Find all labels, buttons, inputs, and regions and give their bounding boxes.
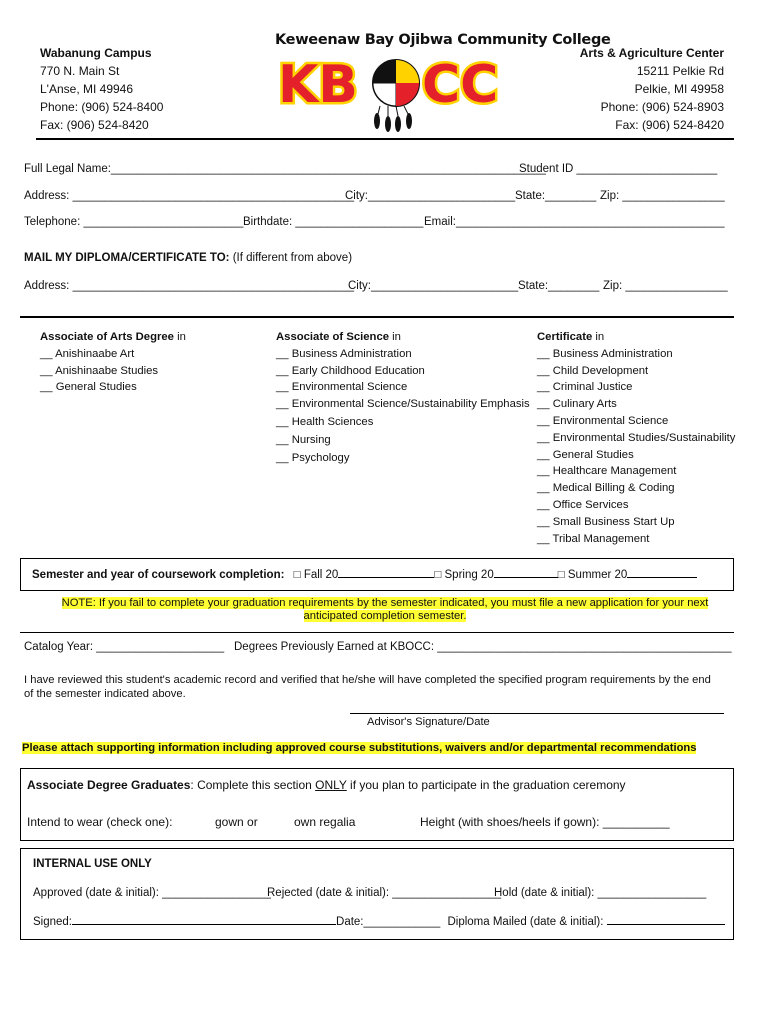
left-street: 770 N. Main St [40, 64, 120, 78]
certificate-item[interactable]: __ Medical Billing & Coding [537, 482, 675, 495]
medicine-wheel-icon [373, 60, 419, 106]
certificate-heading: Certificate [537, 331, 593, 343]
address-field[interactable]: Address: ____________________________________________ [24, 190, 354, 202]
advisor-signature-label: Advisor's Signature/Date [367, 716, 490, 728]
arts-degree-column [40, 329, 186, 396]
mail-to-heading [24, 252, 352, 264]
right-city: Pelkie, MI 49958 [634, 82, 724, 96]
attach-note-text: Please attach supporting information including approved course substitutions, waivers and/or departmental recommendations [22, 742, 697, 754]
science-heading: Associate of Science [276, 331, 390, 343]
logo-graphic [270, 28, 510, 138]
note-line-2: anticipated completion semester. [303, 610, 467, 622]
left-campus-name: Wabanung Campus [40, 46, 152, 60]
graduates-only: ONLY [315, 778, 347, 792]
hold-field[interactable]: Hold (date & initial): _________________ [494, 887, 707, 899]
gown-option[interactable]: gown or [215, 815, 258, 829]
science-item[interactable]: __ Health Sciences [276, 415, 374, 428]
advisor-statement [24, 673, 711, 701]
arts-item[interactable]: __ Anishinaabe Studies [40, 364, 159, 377]
header-divider [36, 138, 734, 140]
logo-college-name: Keweenaw Bay Ojibwa Community College [275, 32, 611, 48]
mail-city-field[interactable]: City:_______________________ [348, 280, 519, 292]
email-field[interactable]: Email:__________________________________________ [424, 216, 725, 228]
wear-label: Intend to wear (check one): [27, 815, 173, 829]
completion-note [0, 597, 770, 623]
logo-acronym-right: CC [422, 55, 499, 115]
student-id-field[interactable]: Student ID ______________________ [519, 163, 718, 175]
certificate-item[interactable]: __ Child Development [537, 364, 649, 377]
arts-heading: Associate of Arts Degree [40, 331, 174, 343]
right-street: 15211 Pelkie Rd [636, 64, 724, 78]
summer-checkbox[interactable]: □ [557, 569, 565, 581]
programs-divider [20, 316, 734, 318]
certificate-item[interactable]: __ Small Business Start Up [537, 515, 675, 528]
advisor-statement-line-2: of the semester indicated above. [24, 688, 186, 700]
birthdate-field[interactable]: Birthdate: ____________________ [243, 216, 424, 228]
certificate-item[interactable]: __ Environmental Science [537, 414, 669, 427]
mail-state-field[interactable]: State:________ [518, 280, 600, 292]
certificate-column [537, 329, 735, 547]
fall-checkbox[interactable]: □ [293, 569, 301, 581]
certificate-item[interactable]: __ Criminal Justice [537, 381, 633, 394]
right-fax: Fax: (906) 524-8420 [615, 118, 724, 132]
fall-label: Fall 20 [303, 569, 339, 581]
internal-heading: INTERNAL USE ONLY [33, 858, 152, 870]
arts-item[interactable]: __ General Studies [40, 381, 137, 394]
approved-field[interactable]: Approved (date & initial): _________________ [33, 887, 271, 899]
catalog-year-field[interactable]: Catalog Year: ____________________ [24, 641, 225, 653]
zip-field[interactable]: Zip: ________________ [600, 190, 725, 202]
science-degree-column [276, 329, 530, 467]
certificate-item[interactable]: __ Office Services [537, 498, 629, 511]
right-campus-address [580, 44, 724, 134]
certificate-item[interactable]: __ General Studies [537, 448, 634, 461]
arts-item[interactable]: __ Anishinaabe Art [40, 347, 135, 360]
degrees-earned-field[interactable]: Degrees Previously Earned at KBOCC: ______________________________________________ [234, 641, 732, 653]
right-campus-name: Arts & Agriculture Center [579, 46, 724, 60]
science-item[interactable]: __ Environmental Science/Sustainability Emphasis [276, 398, 530, 411]
note-divider [20, 632, 734, 633]
graduates-text-pre: : Complete this section [190, 778, 316, 792]
feathers-icon [374, 106, 412, 132]
right-phone: Phone: (906) 524-8903 [600, 100, 724, 114]
mail-to-note: (If different from above) [232, 252, 353, 264]
mailed-label: Diploma Mailed (date & initial): [447, 916, 604, 928]
summer-label: Summer 20 [567, 569, 628, 581]
spring-label: Spring 20 [444, 569, 494, 581]
rejected-field[interactable]: Rejected (date & initial): _________________ [267, 887, 502, 899]
regalia-option[interactable]: own regalia [294, 815, 356, 829]
science-item[interactable]: __ Business Administration [276, 347, 412, 360]
state-field[interactable]: State:________ [515, 190, 597, 202]
spring-year-field[interactable] [494, 568, 558, 578]
full-name-field[interactable]: Full Legal Name:____________________________________________________________________ [24, 163, 546, 175]
science-item[interactable]: __ Early Childhood Education [276, 364, 425, 377]
kbocc-logo [270, 28, 611, 138]
mail-zip-field[interactable]: Zip: ________________ [603, 280, 728, 292]
fall-year-field[interactable] [338, 568, 434, 578]
completion-label: Semester and year of coursework completion: [32, 569, 285, 581]
certificate-item[interactable]: __ Healthcare Management [537, 465, 677, 478]
attach-note [22, 742, 696, 754]
mail-to-title: MAIL MY DIPLOMA/CERTIFICATE TO: [24, 252, 230, 264]
science-item[interactable]: __ Environmental Science [276, 381, 408, 394]
full-name-row [24, 163, 546, 175]
spring-checkbox[interactable]: □ [434, 569, 442, 581]
signed-label: Signed: [33, 916, 73, 928]
logo-acronym-left: KB [278, 55, 358, 115]
summer-year-field[interactable] [627, 568, 697, 578]
city-field[interactable]: City:_______________________ [345, 190, 516, 202]
science-item[interactable]: __ Nursing [276, 433, 331, 446]
certificate-in: in [595, 331, 605, 343]
certificate-item[interactable]: __ Tribal Management [537, 532, 650, 545]
completion-row [32, 568, 697, 581]
certificate-item[interactable]: __ Environmental Studies/Sustainability [537, 431, 736, 444]
certificate-item[interactable]: __ Culinary Arts [537, 398, 617, 411]
graduates-title: Associate Degree Graduates [27, 778, 191, 792]
mail-address-field[interactable]: Address: ____________________________________________ [24, 280, 354, 292]
date-label: Date: [336, 916, 364, 928]
signed-row [33, 915, 725, 928]
signed-field[interactable] [72, 915, 336, 925]
note-line-1: NOTE: If you fail to complete your graduation requirements by the semester indicated, you must file a new application for your next [61, 597, 709, 609]
left-city: L'Anse, MI 49946 [40, 82, 134, 96]
arts-in: in [177, 331, 186, 343]
mailed-field[interactable] [607, 915, 725, 925]
science-in: in [392, 331, 401, 343]
advisor-statement-line-1: I have reviewed this student's academic record and verified that he/she will have completed the specified program requirements by the end [24, 674, 711, 686]
graduates-heading [27, 778, 626, 792]
telephone-field[interactable]: Telephone: _________________________ [24, 216, 244, 228]
certificate-item[interactable]: __ Business Administration [537, 347, 673, 360]
advisor-signature-line[interactable] [350, 713, 724, 714]
science-item[interactable]: __ Psychology [276, 451, 350, 464]
date-field[interactable]: ____________ [363, 916, 441, 928]
left-fax: Fax: (906) 524-8420 [40, 118, 149, 132]
left-phone: Phone: (906) 524-8400 [40, 100, 164, 114]
left-campus-address [40, 44, 163, 134]
height-field[interactable]: Height (with shoes/heels if gown): __________ [420, 815, 670, 829]
graduates-text-post: if you plan to participate in the graduation ceremony [346, 778, 626, 792]
